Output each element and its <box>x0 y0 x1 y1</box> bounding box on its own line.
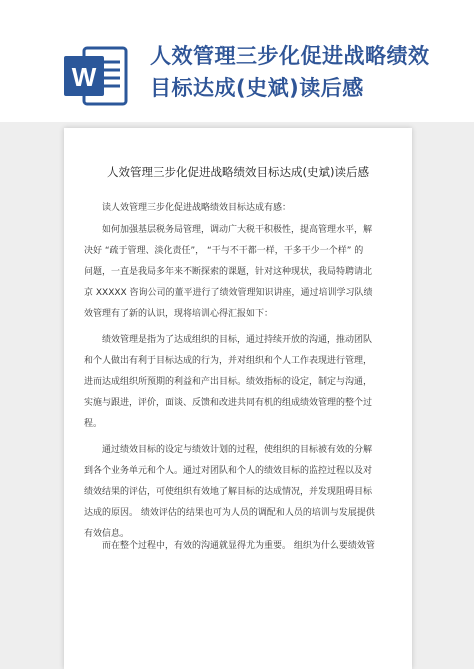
document-paragraph <box>84 330 394 435</box>
logo-letter: W <box>71 62 97 92</box>
paragraph-line: 绩效结果的评估，可使组织有效地了解目标的达成情况，并发现阻碍目标 <box>84 487 373 497</box>
page-title-line-2: 目标达成(史斌)读后感 <box>150 76 364 100</box>
header-banner <box>0 0 474 120</box>
paragraph-line: 程。 <box>84 419 103 429</box>
paragraph-line: 如何加强基层税务局管理，调动广大税干积极性，提高管理水平，解 <box>102 225 373 235</box>
document-paragraph <box>84 536 394 557</box>
document-paragraph <box>84 220 394 325</box>
paragraph-line: 进而达成组织所预期的利益和产出目标。绩效指标的设定，制定与沟通， <box>84 377 373 387</box>
paragraph-line: 和个人做出有利于目标达成的行为，并对组织和个人工作表现进行管理， <box>84 356 373 366</box>
document-page <box>64 128 412 669</box>
paragraph-line: 实施与跟进，评价，面谈、反馈和改进共同有机的组成绩效管理的整个过 <box>84 398 373 408</box>
paragraph-line: 问题，一直是我局多年来不断探索的课题，针对这种现状，我局特聘请北 <box>84 267 373 277</box>
paragraph-line: 决好 “疏于管理、淡化责任”， “干与不干都一样，干多干少一个样” 的 <box>84 246 364 256</box>
paragraph-line: 京 XXXXX 咨询公司的董平进行了绩效管理知识讲座，通过培训学习队绩 <box>84 288 373 298</box>
page-title-line-1: 人效管理三步化促进战略绩效 <box>150 44 430 68</box>
document-paragraph <box>84 440 394 545</box>
paragraph-line: 而在整个过程中，有效的沟通就显得尤为重要。 组织为什么要绩效管 <box>102 541 375 551</box>
paragraph-line: 效管理有了新的认识，现将培训心得汇报如下： <box>84 309 274 319</box>
word-document-icon <box>62 44 130 108</box>
paragraph-line: 到各个业务单元和个人。通过对团队和个人的绩效目标的监控过程以及对 <box>84 466 373 476</box>
paragraph-line: 有效信息。 <box>84 529 130 539</box>
paragraph-line: 达成的原因。 绩效评估的结果也可为人员的调配和人员的培训与发展提供 <box>84 508 375 518</box>
document-title: 人效管理三步化促进战略绩效目标达成(史斌)读后感 <box>107 165 369 179</box>
paragraph-line: 读人效管理三步化促进战略绩效目标达成有感： <box>102 203 292 213</box>
document-paragraph <box>84 198 394 219</box>
paragraph-line: 通过绩效目标的设定与绩效计划的过程，使组织的目标被有效的分解 <box>102 445 373 455</box>
paragraph-line: 绩效管理是指为了达成组织的目标，通过持续开放的沟通，推动团队 <box>102 335 373 345</box>
